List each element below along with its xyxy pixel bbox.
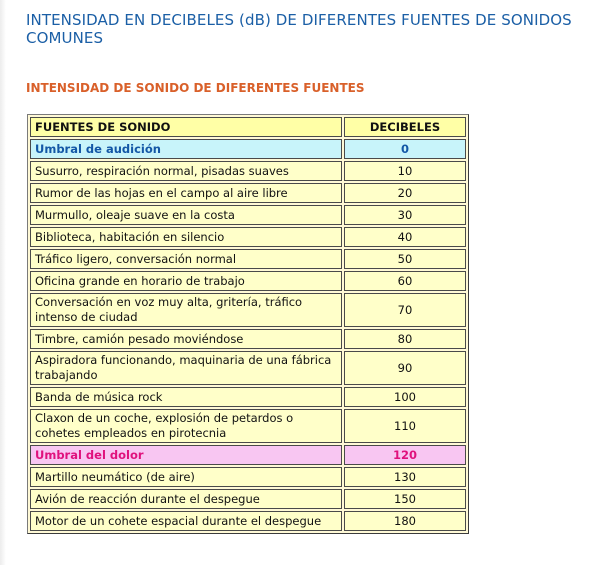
sound-source: Oficina grande en horario de trabajo xyxy=(30,271,342,291)
decibel-value: 110 xyxy=(344,409,466,443)
table-row xyxy=(30,161,466,181)
table-row-pain-threshold xyxy=(30,445,466,465)
decibel-value: 80 xyxy=(344,329,466,349)
sound-source: Motor de un cohete espacial durante el despegue xyxy=(30,511,342,531)
decibels-table-frame xyxy=(27,114,469,534)
table-row xyxy=(30,249,466,269)
sound-source: Timbre, camión pesado moviéndose xyxy=(30,329,342,349)
table-row xyxy=(30,467,466,487)
sound-source: Conversación en voz muy alta, gritería, tráfico intenso de ciudad xyxy=(30,293,342,327)
decibel-value: 40 xyxy=(344,227,466,247)
sound-source: Avión de reacción durante el despegue xyxy=(30,489,342,509)
table-row-hearing-threshold xyxy=(30,139,466,159)
decibel-value: 120 xyxy=(344,445,466,465)
table-row xyxy=(30,409,466,443)
table-row xyxy=(30,293,466,327)
decibels-table xyxy=(28,115,468,533)
table-row xyxy=(30,329,466,349)
table-row xyxy=(30,387,466,407)
decibel-value: 60 xyxy=(344,271,466,291)
table-header-row xyxy=(30,117,466,137)
sound-source: Biblioteca, habitación en silencio xyxy=(30,227,342,247)
decibel-value: 0 xyxy=(344,139,466,159)
decibel-value: 150 xyxy=(344,489,466,509)
table-row xyxy=(30,183,466,203)
table-row xyxy=(30,271,466,291)
decibel-value: 10 xyxy=(344,161,466,181)
sound-source: Claxon de un coche, explosión de petardos o cohetes empleados en pirotecnia xyxy=(30,409,342,443)
decibel-value: 100 xyxy=(344,387,466,407)
decibel-value: 90 xyxy=(344,351,466,385)
table-row xyxy=(30,227,466,247)
sound-source: Banda de música rock xyxy=(30,387,342,407)
decibel-value: 130 xyxy=(344,467,466,487)
header-sources: FUENTES DE SONIDO xyxy=(30,117,342,137)
sound-source: Rumor de las hojas en el campo al aire libre xyxy=(30,183,342,203)
decibel-value: 20 xyxy=(344,183,466,203)
left-page-edge xyxy=(0,0,6,565)
table-row xyxy=(30,205,466,225)
section-title: INTENSIDAD DE SONIDO DE DIFERENTES FUENTES xyxy=(26,81,365,95)
sound-source: Tráfico ligero, conversación normal xyxy=(30,249,342,269)
sound-source: Umbral del dolor xyxy=(30,445,342,465)
sound-source: Aspiradora funcionando, maquinaria de una fábrica trabajando xyxy=(30,351,342,385)
header-decibels: DECIBELES xyxy=(344,117,466,137)
decibel-value: 180 xyxy=(344,511,466,531)
decibel-value: 30 xyxy=(344,205,466,225)
page-title: INTENSIDAD EN DECIBELES (dB) DE DIFERENTES FUENTES DE SONIDOS COMUNES xyxy=(26,11,572,47)
table-row xyxy=(30,489,466,509)
table-row xyxy=(30,511,466,531)
sound-source: Umbral de audición xyxy=(30,139,342,159)
sound-source: Susurro, respiración normal, pisadas suaves xyxy=(30,161,342,181)
decibel-value: 70 xyxy=(344,293,466,327)
decibel-value: 50 xyxy=(344,249,466,269)
sound-source: Murmullo, oleaje suave en la costa xyxy=(30,205,342,225)
sound-source: Martillo neumático (de aire) xyxy=(30,467,342,487)
table-row xyxy=(30,351,466,385)
